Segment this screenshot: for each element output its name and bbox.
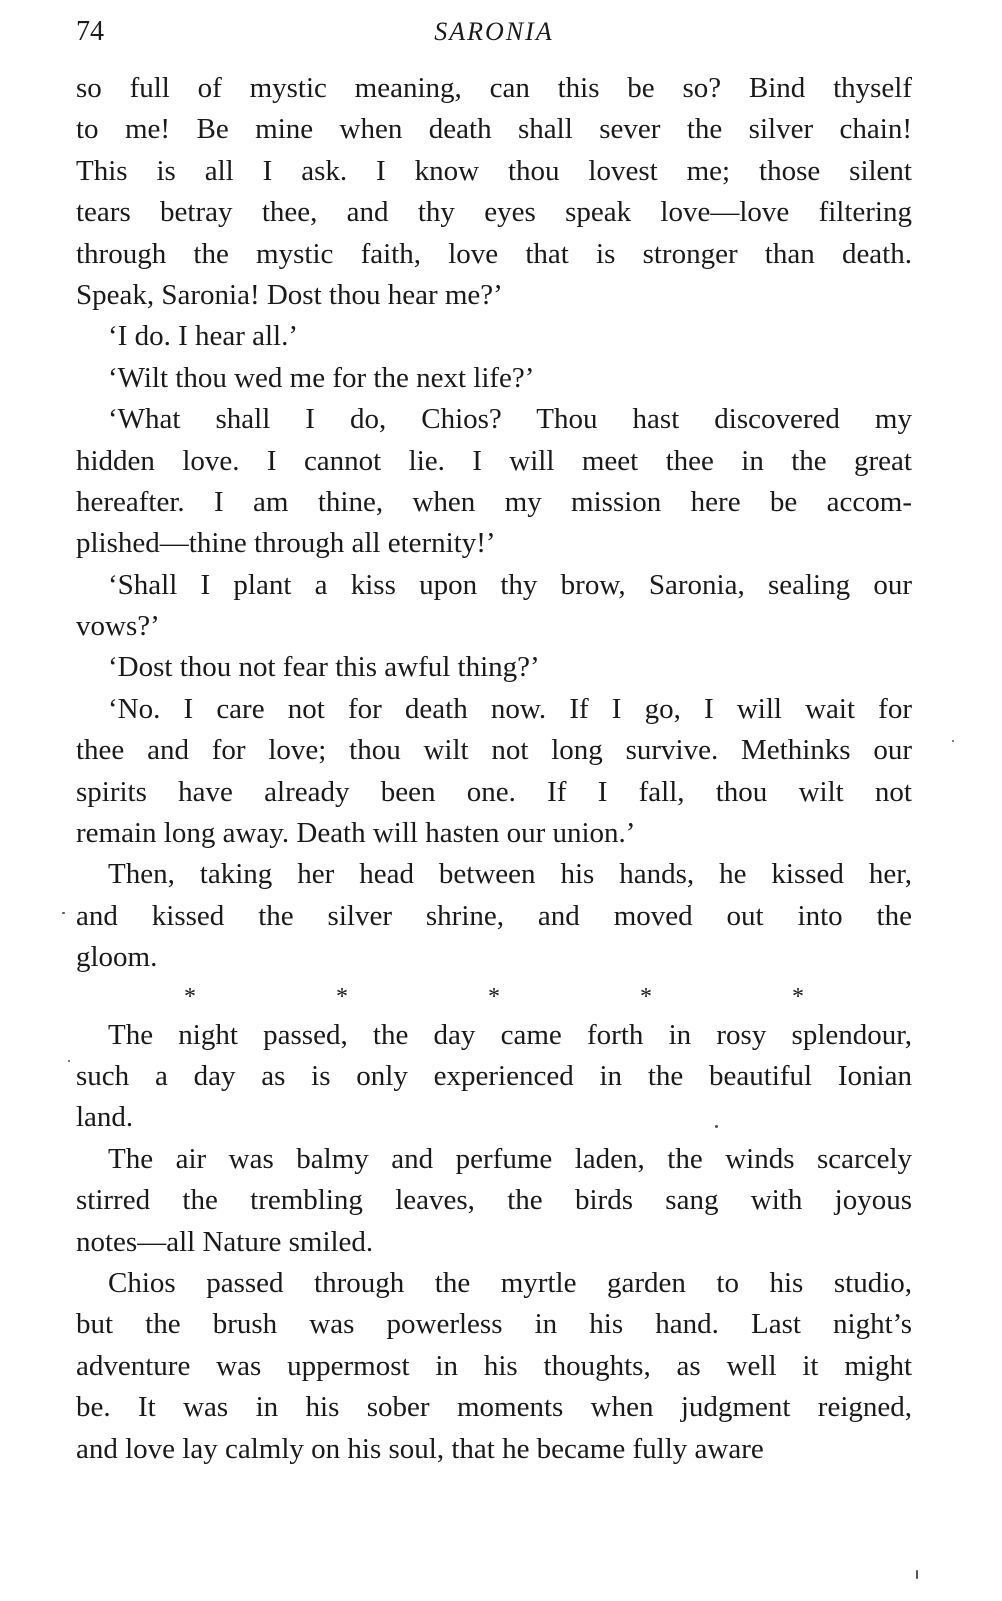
scan-speck <box>916 1570 918 1579</box>
text-line: vows?’ <box>76 610 160 643</box>
text-line: The night passed, the day came forth in rosy splendour, <box>108 1018 912 1051</box>
text-line: remain long away. Death will hasten our union.’ <box>76 817 636 850</box>
body-text <box>76 68 912 1470</box>
paragraph <box>76 316 912 357</box>
text-line: and love lay calmly on his soul, that he became fully aware <box>76 1432 764 1465</box>
asterisk: * <box>184 983 196 1010</box>
scan-speck <box>68 1060 70 1062</box>
text-line: ‘Shall I plant a kiss upon thy brow, Saronia, sealing our <box>108 568 912 601</box>
text-line: land. <box>76 1101 134 1134</box>
text-line: Speak, Saronia! Dost thou hear me?’ <box>76 278 503 311</box>
scan-speck <box>62 912 65 914</box>
paragraph <box>76 647 912 688</box>
scan-speck <box>715 1125 718 1128</box>
text-line: hereafter. I am thine, when my mission here be accom- <box>76 485 912 518</box>
text-line: such a day as is only experienced in the beautiful Ionian <box>76 1059 912 1092</box>
paragraph <box>76 1139 912 1263</box>
asterisk: * <box>488 983 500 1010</box>
asterisk: * <box>336 983 348 1010</box>
running-head <box>76 12 912 52</box>
text-line: thee and for love; thou wilt not long survive. Methinks our <box>76 734 912 767</box>
paragraph <box>76 565 912 648</box>
text-line: so full of mystic meaning, can this be so? Bind thyself <box>76 72 912 104</box>
asterisk: * <box>640 983 652 1010</box>
text-line: plished—thine through all eternity!’ <box>76 527 496 560</box>
text-line: tears betray thee, and thy eyes speak love—love filtering <box>76 196 912 229</box>
text-line: This is all I ask. I know thou lovest me; those silent <box>76 154 912 187</box>
text-line: notes—all Nature smiled. <box>76 1225 374 1258</box>
text-line: ‘No. I care not for death now. If I go, I will wait for <box>108 692 912 725</box>
text-line: ‘What shall I do, Chios? Thou hast discovered my <box>108 403 912 436</box>
text-line: ‘Dost thou not fear this awful thing?’ <box>108 651 540 684</box>
scan-speck <box>952 740 954 742</box>
text-line: to me! Be mine when death shall sever the silver chain! <box>76 113 912 146</box>
text-line: but the brush was powerless in his hand. Last night’s <box>76 1308 912 1341</box>
asterisk: * <box>792 983 804 1010</box>
paragraph <box>76 68 912 316</box>
paragraph <box>76 358 912 399</box>
paragraph <box>76 399 912 565</box>
text-after-break <box>76 1015 912 1470</box>
text-line: stirred the trembling leaves, the birds sang with joyous <box>76 1184 912 1217</box>
text-line: adventure was uppermost in his thoughts, as well it might <box>76 1349 912 1382</box>
text-before-break <box>76 68 912 979</box>
text-line: spirits have already been one. If I fall, thou wilt not <box>76 775 912 808</box>
section-break <box>184 979 804 1015</box>
paragraph <box>76 1015 912 1139</box>
text-line: ‘Wilt thou wed me for the next life?’ <box>108 361 535 394</box>
page-number: 74 <box>76 16 104 47</box>
text-line: Then, taking her head between his hands, he kissed her, <box>108 858 912 891</box>
running-title: SARONIA <box>434 17 554 46</box>
text-line: hidden love. I cannot lie. I will meet thee in the great <box>76 444 912 477</box>
paragraph <box>76 689 912 855</box>
text-line: The air was balmy and perfume laden, the winds scarcely <box>108 1142 912 1175</box>
text-line: and kissed the silver shrine, and moved out into the <box>76 899 912 932</box>
paragraph <box>76 854 912 978</box>
text-line: be. It was in his sober moments when judgment reigned, <box>76 1391 912 1424</box>
text-line: Chios passed through the myrtle garden to his studio, <box>108 1266 912 1299</box>
text-line: gloom. <box>76 941 158 974</box>
paragraph <box>76 1263 912 1470</box>
text-line: through the mystic faith, love that is stronger than death. <box>76 237 912 270</box>
text-line: ‘I do. I hear all.’ <box>108 320 299 353</box>
